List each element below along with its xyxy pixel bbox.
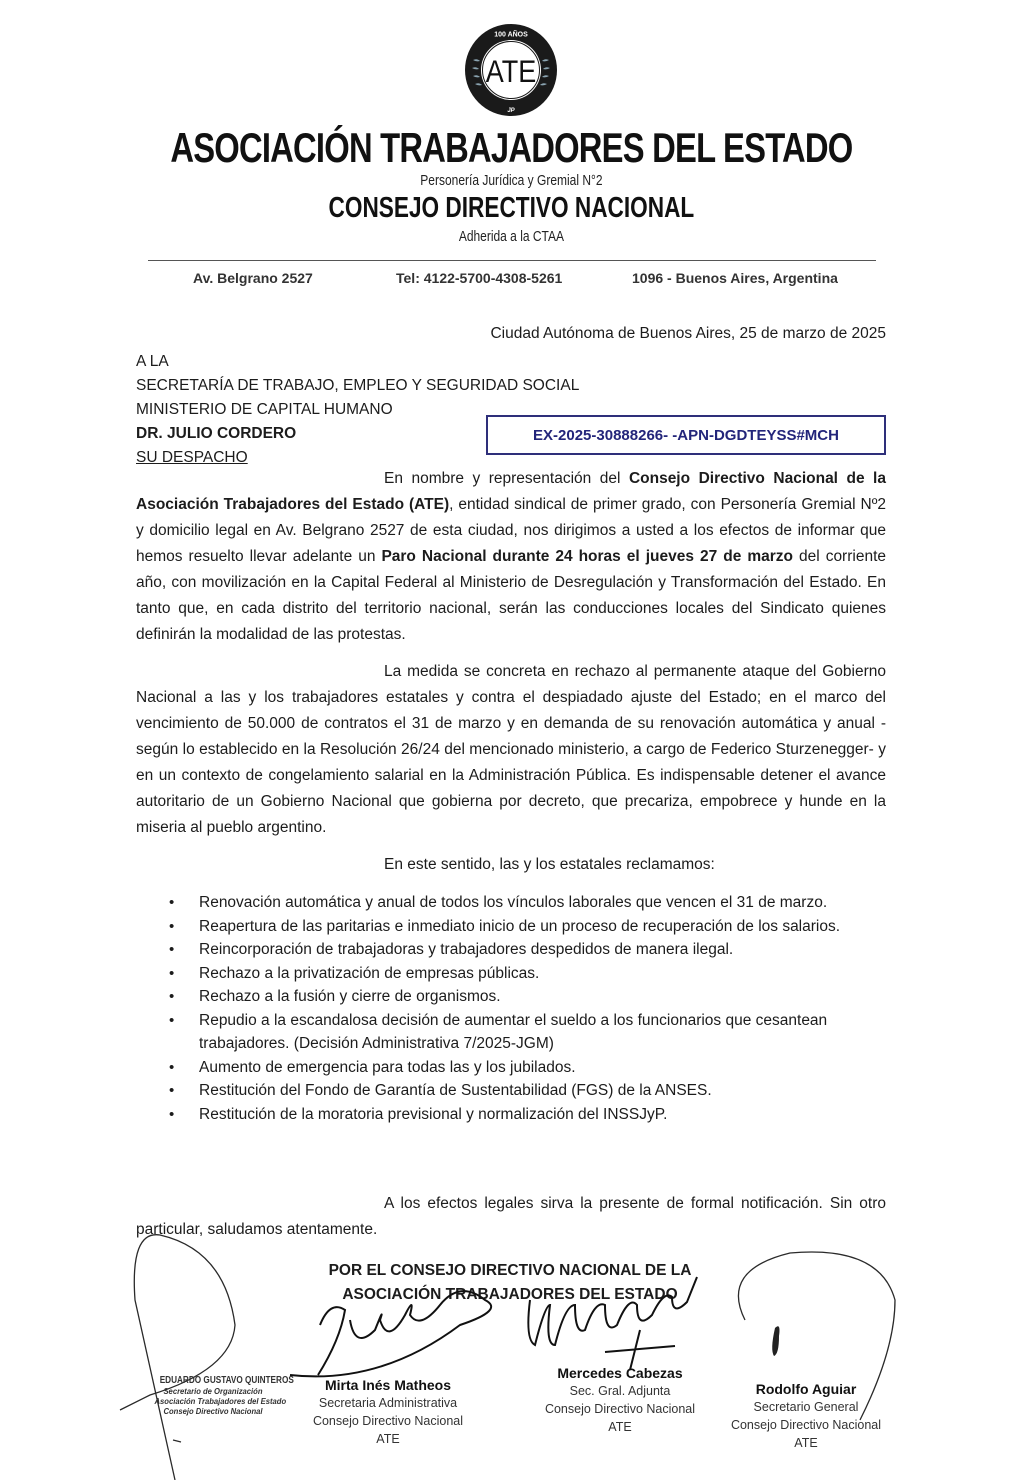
paragraph-text: En nombre y representación del bbox=[384, 470, 629, 487]
paragraph-1 bbox=[136, 466, 886, 648]
paragraph-2 bbox=[136, 659, 886, 841]
bullet-icon: • bbox=[169, 894, 175, 911]
stamp-eduardo-quinteros bbox=[148, 1375, 294, 1416]
recipient-line: SECRETARÍA DE TRABAJO, EMPLEO Y SEGURIDAD SOCIAL bbox=[136, 377, 580, 394]
file-number: EX-2025-30888266- -APN-DGDTEYSS#MCH bbox=[533, 426, 839, 444]
paragraph-text: del corriente año, con movilización en la Capital Federal al Ministerio de Desregulación y Transformación del Estado. En tanto que, en cada distrito del territorio nacional, serán las conducciones locales del Sindicato quienes definirán la modalidad de las protestas. bbox=[136, 548, 886, 643]
recipient-closing: SU DESPACHO bbox=[136, 449, 248, 466]
signer-body: Consejo Directivo Nacional bbox=[730, 1418, 882, 1432]
paragraph-text: La medida se concreta en rechazo al permanente ataque del Gobierno Nacional a las y los trabajadores estatales y contra el despiadado ajuste del Estado; en el marco del vencimiento de 50.000 de contratos el 31 de marzo y en demanda de su renovación automática y anual -según lo establecido en la Resolución 26/24 del mencionado ministerio, a cargo de Federico Sturzenegger- y en un contexto de congelamiento salarial en la Administración Pública. Es indispensable detener el avance autoritario de un Gobierno Nacional que gobierna por decreto, que precariza, empobrece y hunde en la miseria al pueblo argentino. bbox=[136, 663, 886, 836]
demand-text: Aumento de emergencia para todas las y los jubilados. bbox=[199, 1058, 576, 1076]
logo-center-text: ATE bbox=[485, 55, 537, 90]
recipient-line: MINISTERIO DE CAPITAL HUMANO bbox=[136, 401, 393, 418]
demand-text: Repudio a la escandalosa decisión de aumentar el sueldo a los funcionarios que cesantean trabajadores. (Decisión Administrativa 7/2025-JGM) bbox=[199, 1011, 828, 1052]
paragraph-3 bbox=[136, 852, 886, 878]
demand-text: Renovación automática y anual de todos los vínculos laborales que vencen el 31 de marzo. bbox=[199, 894, 828, 911]
signature-header-line: POR EL CONSEJO DIRECTIVO NACIONAL DE LA bbox=[328, 1262, 692, 1279]
demands-list bbox=[166, 891, 886, 1126]
stamp-line: Secretario de Organización bbox=[163, 1386, 263, 1396]
bullet-icon: • bbox=[169, 1105, 175, 1123]
logo-bottom-text: JP bbox=[507, 108, 515, 114]
recipient-line: A LA bbox=[136, 353, 169, 370]
signer-name: Mirta Inés Matheos bbox=[324, 1377, 452, 1393]
bullet-icon: • bbox=[169, 917, 175, 935]
bullet-icon: • bbox=[169, 1058, 175, 1076]
date-line: Ciudad Autónoma de Buenos Aires, 25 de marzo de 2025 bbox=[490, 325, 886, 342]
demand-text: Rechazo a la fusión y cierre de organismos. bbox=[199, 988, 501, 1005]
demand-text: Restitución del Fondo de Garantía de Sustentabilidad (FGS) de la ANSES. bbox=[199, 1082, 712, 1099]
list-item bbox=[166, 938, 886, 962]
signature-header bbox=[290, 1259, 730, 1307]
signer-org: ATE bbox=[608, 1420, 632, 1434]
bullet-icon: • bbox=[169, 1082, 175, 1099]
signer-org: ATE bbox=[794, 1436, 818, 1450]
paragraph-text: , entidad sindical de primer grado, con Personería Gremial Nº2 y domicilio legal en Av. Belgrano 2527 de esta ciudad, nos dirigimos a usted a los efectos de informar que hemos resuelto llevar adelante un bbox=[136, 496, 886, 565]
signer-body: Consejo Directivo Nacional bbox=[544, 1402, 696, 1416]
paragraph-text: A los efectos legales sirva la presente de formal notificación. Sin otro particular, saludamos atentamente. bbox=[136, 1195, 886, 1238]
signer-block bbox=[288, 1376, 488, 1448]
signer-role: Sec. Gral. Adjunta bbox=[569, 1384, 671, 1398]
bullet-icon: • bbox=[169, 964, 175, 982]
signer-role: Secretario General bbox=[753, 1400, 859, 1414]
ate-logo-icon bbox=[463, 22, 559, 118]
bullet-icon: • bbox=[169, 941, 175, 958]
signer-role: Secretaria Administrativa bbox=[318, 1396, 458, 1410]
bullet-icon: • bbox=[169, 1011, 175, 1029]
city: 1096 - Buenos Aires, Argentina bbox=[632, 270, 838, 286]
demand-text: Reapertura de las paritarias e inmediato inicio de un proceso de recuperación de los salarios. bbox=[199, 917, 841, 935]
stamp-line: Asociación Trabajadores del Estado bbox=[154, 1396, 287, 1406]
recipient-name: DR. JULIO CORDERO bbox=[136, 425, 297, 442]
org-name: ASOCIACIÓN TRABAJADORES DEL ESTADO bbox=[170, 124, 853, 171]
affiliation: Adherida a la CTAA bbox=[458, 228, 564, 245]
list-item bbox=[166, 891, 886, 915]
list-item bbox=[166, 985, 886, 1009]
paragraph-bold: Paro Nacional durante 24 horas el jueves 27 de marzo bbox=[381, 548, 793, 565]
signer-block bbox=[520, 1364, 720, 1436]
signer-body: Consejo Directivo Nacional bbox=[312, 1414, 464, 1428]
list-item bbox=[166, 1056, 886, 1080]
paragraph-text: En este sentido, las y los estatales reclamamos: bbox=[384, 856, 715, 873]
list-item bbox=[166, 1009, 886, 1056]
address: Av. Belgrano 2527 bbox=[193, 270, 313, 286]
demand-text: Restitución de la moratoria previsional y normalización del INSSJyP. bbox=[199, 1105, 668, 1123]
stamp-line: Consejo Directivo Nacional bbox=[163, 1406, 263, 1416]
paragraph-4 bbox=[136, 1191, 886, 1243]
list-item bbox=[166, 962, 886, 986]
legal-status: Personería Jurídica y Gremial N°2 bbox=[420, 172, 603, 189]
list-item bbox=[166, 915, 886, 939]
council-name: CONSEJO DIRECTIVO NACIONAL bbox=[328, 192, 695, 224]
signature-header-line: ASOCIACIÓN TRABAJADORES DEL ESTADO bbox=[342, 1286, 678, 1303]
header-divider bbox=[148, 260, 876, 261]
signer-org: ATE bbox=[376, 1432, 400, 1446]
demand-text: Reincorporación de trabajadoras y trabajadores despedidos de manera ilegal. bbox=[199, 941, 734, 958]
signer-name: Rodolfo Aguiar bbox=[755, 1381, 857, 1397]
signer-block bbox=[706, 1380, 906, 1452]
signer-name: Mercedes Cabezas bbox=[557, 1365, 683, 1381]
stamp-name: EDUARDO GUSTAVO QUINTEROS bbox=[159, 1375, 294, 1386]
phone: Tel: 4122-5700-4308-5261 bbox=[396, 270, 563, 286]
bullet-icon: • bbox=[169, 988, 175, 1005]
paragraph-bold: Consejo Directivo Nacional de la Asociación Trabajadores del Estado (ATE) bbox=[136, 470, 886, 513]
demand-text: Rechazo a la privatización de empresas públicas. bbox=[199, 964, 540, 982]
list-item bbox=[166, 1103, 886, 1127]
file-number-box bbox=[486, 415, 886, 455]
list-item bbox=[166, 1079, 886, 1103]
logo-top-text: 100 AÑOS bbox=[494, 31, 528, 39]
